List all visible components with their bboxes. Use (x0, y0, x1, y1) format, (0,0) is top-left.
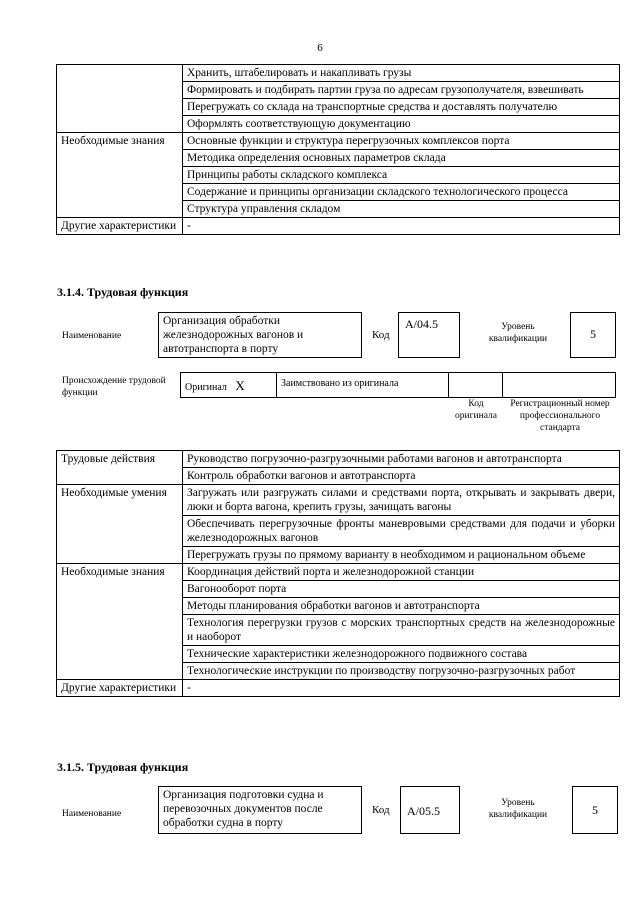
reg-number-cell (503, 373, 615, 397)
section-heading: 3.1.5. Трудовая функция (57, 760, 189, 774)
table-cell: Основные функции и структура перегрузочных комплексов порта (183, 133, 620, 150)
row-label: Необходимые умения (57, 485, 183, 564)
name-label: Наименование (62, 331, 122, 341)
table-row (57, 133, 620, 150)
original-cell (181, 373, 277, 397)
table-cell: Принципы работы складского комплекса (183, 167, 620, 184)
row-label: Другие характеристики (57, 218, 183, 235)
page-number: 6 (317, 42, 323, 54)
level-label: Уровень квалификации (488, 798, 548, 820)
table-cell: Технологические инструкции по производству погрузочно-разгрузочных работ (183, 663, 620, 680)
table-cell: Контроль обработки вагонов и автотранспорта (183, 468, 620, 485)
table-cell: Технические характеристики железнодорожного подвижного состава (183, 646, 620, 663)
table-row (57, 485, 620, 516)
function-name-box: Организация подготовки судна и перевозочных документов после обработки судна в порту (158, 786, 362, 834)
name-label: Наименование (62, 809, 122, 819)
row-label: Другие характеристики (57, 680, 183, 697)
table-cell: Хранить, штабелировать и накапливать грузы (183, 65, 620, 82)
level-box: 5 (572, 786, 618, 834)
row-label (57, 65, 183, 133)
table-cell: Перегружать со склада на транспортные средства и доставлять получателю (183, 99, 620, 116)
table-cell: Методика определения основных параметров склада (183, 150, 620, 167)
row-label: Необходимые знания (57, 564, 183, 680)
table-cell: - (183, 680, 620, 697)
table-row (57, 451, 620, 468)
reg-number-label: Регистрационный номер профессионального стандарта (510, 399, 610, 433)
borrowed-cell (277, 373, 449, 397)
table-cell: Вагонооборот порта (183, 581, 620, 598)
code-label: Код (372, 329, 390, 341)
table-cell: Обеспечивать перегрузочные фронты маневровыми средствами для подачи и уборки железнодорожных вагонов (183, 516, 620, 547)
orig-code-label: Код оригинала (455, 399, 497, 421)
table-cell: Структура управления складом (183, 201, 620, 218)
function-name-box: Организация обработки железнодорожных вагонов и автотранспорта в порту (158, 312, 362, 358)
table-cell: Загружать или разгружать силами и средствами порта, открывать и закрывать двери, люки и борта вагона, крепить грузы, зачищать вагоны (183, 485, 620, 516)
table-cell: Оформлять соответствующую документацию (183, 116, 620, 133)
row-label: Необходимые знания (57, 133, 183, 218)
table-cell: Методы планирования обработки вагонов и автотранспорта (183, 598, 620, 615)
borrowed-label: Заимствовано из оригинала (281, 378, 399, 389)
table-function-details (56, 450, 620, 697)
section-heading: 3.1.4. Трудовая функция (57, 285, 189, 299)
code-box: А/04.5 (398, 312, 460, 358)
table-cell: Формировать и подбирать партии груза по адресам грузополучателя, взвешивать (183, 82, 620, 99)
table-row (57, 65, 620, 82)
table-cell: Координация действий порта и железнодорожной станции (183, 564, 620, 581)
origin-label: Происхождение трудовой функции (62, 376, 166, 398)
row-label: Трудовые действия (57, 451, 183, 485)
original-label: Оригинал (185, 382, 227, 393)
level-box: 5 (570, 312, 616, 358)
table-knowledge-warehouse (56, 64, 620, 235)
code-box: А/05.5 (400, 786, 460, 834)
original-mark: Х (235, 378, 245, 393)
table-cell: Технология перегрузки грузов с морских транспортных средств на железнодорожные и наоборот (183, 615, 620, 646)
table-row (57, 218, 620, 235)
table-row (57, 564, 620, 581)
table-cell: - (183, 218, 620, 235)
table-cell: Содержание и принципы организации складского технологического процесса (183, 184, 620, 201)
table-cell: Руководство погрузочно-разгрузочными работами вагонов и автотранспорта (183, 451, 620, 468)
orig-code-cell (449, 373, 503, 397)
table-row (57, 680, 620, 697)
origin-row (180, 372, 616, 398)
code-label: Код (372, 804, 390, 816)
level-label: Уровень квалификации (488, 322, 548, 344)
table-cell: Перегружать грузы по прямому варианту в необходимом и рациональном объеме (183, 547, 620, 564)
